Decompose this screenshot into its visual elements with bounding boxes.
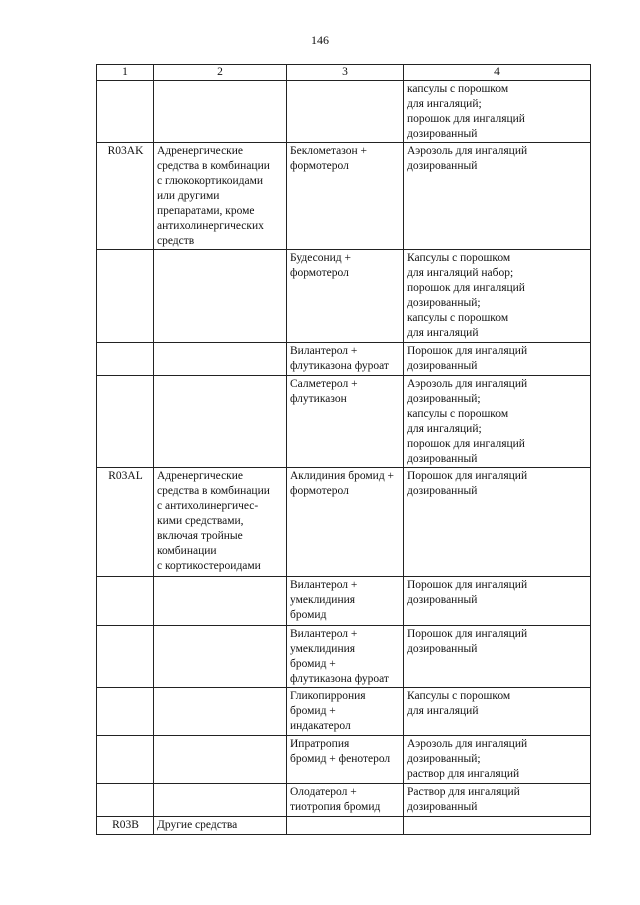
atc-code-cell: R03AL [97,468,154,577]
group-cell: Другие средства [154,817,287,835]
dosage-form-cell: Порошок для ингаляций дозированный [404,468,591,577]
group-cell [154,784,287,817]
drug-cell: Гликопиррония бромид + индакатерол [287,688,404,736]
dosage-form-cell [404,817,591,835]
drug-cell: Салметерол + флутиказон [287,376,404,468]
dosage-form-cell: Аэрозоль для ингаляций дозированный [404,143,591,250]
dosage-form-cell: Аэрозоль для ингаляций дозированный; раствор для ингаляций [404,736,591,784]
drug-cell: Будесонид + формотерол [287,250,404,343]
header-row [97,65,591,81]
dosage-form-cell: Порошок для ингаляций дозированный [404,577,591,626]
dosage-form-cell: Раствор для ингаляций дозированный [404,784,591,817]
dosage-form-cell: Аэрозоль для ингаляций дозированный; капсулы с порошком для ингаляций; порошок для ингаляций дозированный [404,376,591,468]
table-row [97,577,591,626]
table-row [97,736,591,784]
group-cell [154,376,287,468]
atc-code-cell [97,688,154,736]
atc-code-cell [97,81,154,143]
table-row [97,784,591,817]
drug-cell: Вилантерол + умеклидиния бромид [287,577,404,626]
group-cell [154,343,287,376]
atc-code-cell [97,577,154,626]
group-cell [154,577,287,626]
table-row [97,817,591,835]
drug-cell: Ипратропия бромид + фенотерол [287,736,404,784]
group-cell: Адренергические средства в комбинации с антихолинергичес- кими средствами, включая тройные комбинации с кортикостероидами [154,468,287,577]
atc-code-cell [97,376,154,468]
group-cell [154,250,287,343]
group-cell [154,688,287,736]
drug-cell: Олодатерол + тиотропия бромид [287,784,404,817]
dosage-form-cell: Порошок для ингаляций дозированный [404,626,591,688]
atc-code-cell [97,784,154,817]
column-header-2: 2 [154,65,287,81]
atc-code-cell: R03B [97,817,154,835]
group-cell: Адренергические средства в комбинации с глюкокортикоидами или другими препаратами, кроме антихолинергических средств [154,143,287,250]
table-row [97,143,591,250]
drug-table [96,64,591,835]
atc-code-cell [97,250,154,343]
table-row [97,81,591,143]
column-header-3: 3 [287,65,404,81]
atc-code-cell: R03AK [97,143,154,250]
group-cell [154,81,287,143]
drug-cell [287,81,404,143]
drug-cell [287,817,404,835]
atc-code-cell [97,626,154,688]
atc-code-cell [97,343,154,376]
drug-cell: Беклометазон + формотерол [287,143,404,250]
page-number: 146 [311,33,329,47]
dosage-form-cell: Капсулы с порошком для ингаляций набор; порошок для ингаляций дозированный; капсулы с порошком для ингаляций [404,250,591,343]
table-row [97,250,591,343]
drug-cell: Вилантерол + умеклидиния бромид + флутиказона фуроат [287,626,404,688]
drug-cell: Аклидиния бромид + формотерол [287,468,404,577]
table-row [97,688,591,736]
column-header-4: 4 [404,65,591,81]
dosage-form-cell: Капсулы с порошком для ингаляций [404,688,591,736]
group-cell [154,736,287,784]
drug-cell: Вилантерол + флутиказона фуроат [287,343,404,376]
dosage-form-cell: Порошок для ингаляций дозированный [404,343,591,376]
table-row [97,376,591,468]
atc-code-cell [97,736,154,784]
column-header-1: 1 [97,65,154,81]
table-row [97,468,591,577]
table-row [97,343,591,376]
dosage-form-cell: капсулы с порошком для ингаляций; порошок для ингаляций дозированный [404,81,591,143]
table-row [97,626,591,688]
group-cell [154,626,287,688]
